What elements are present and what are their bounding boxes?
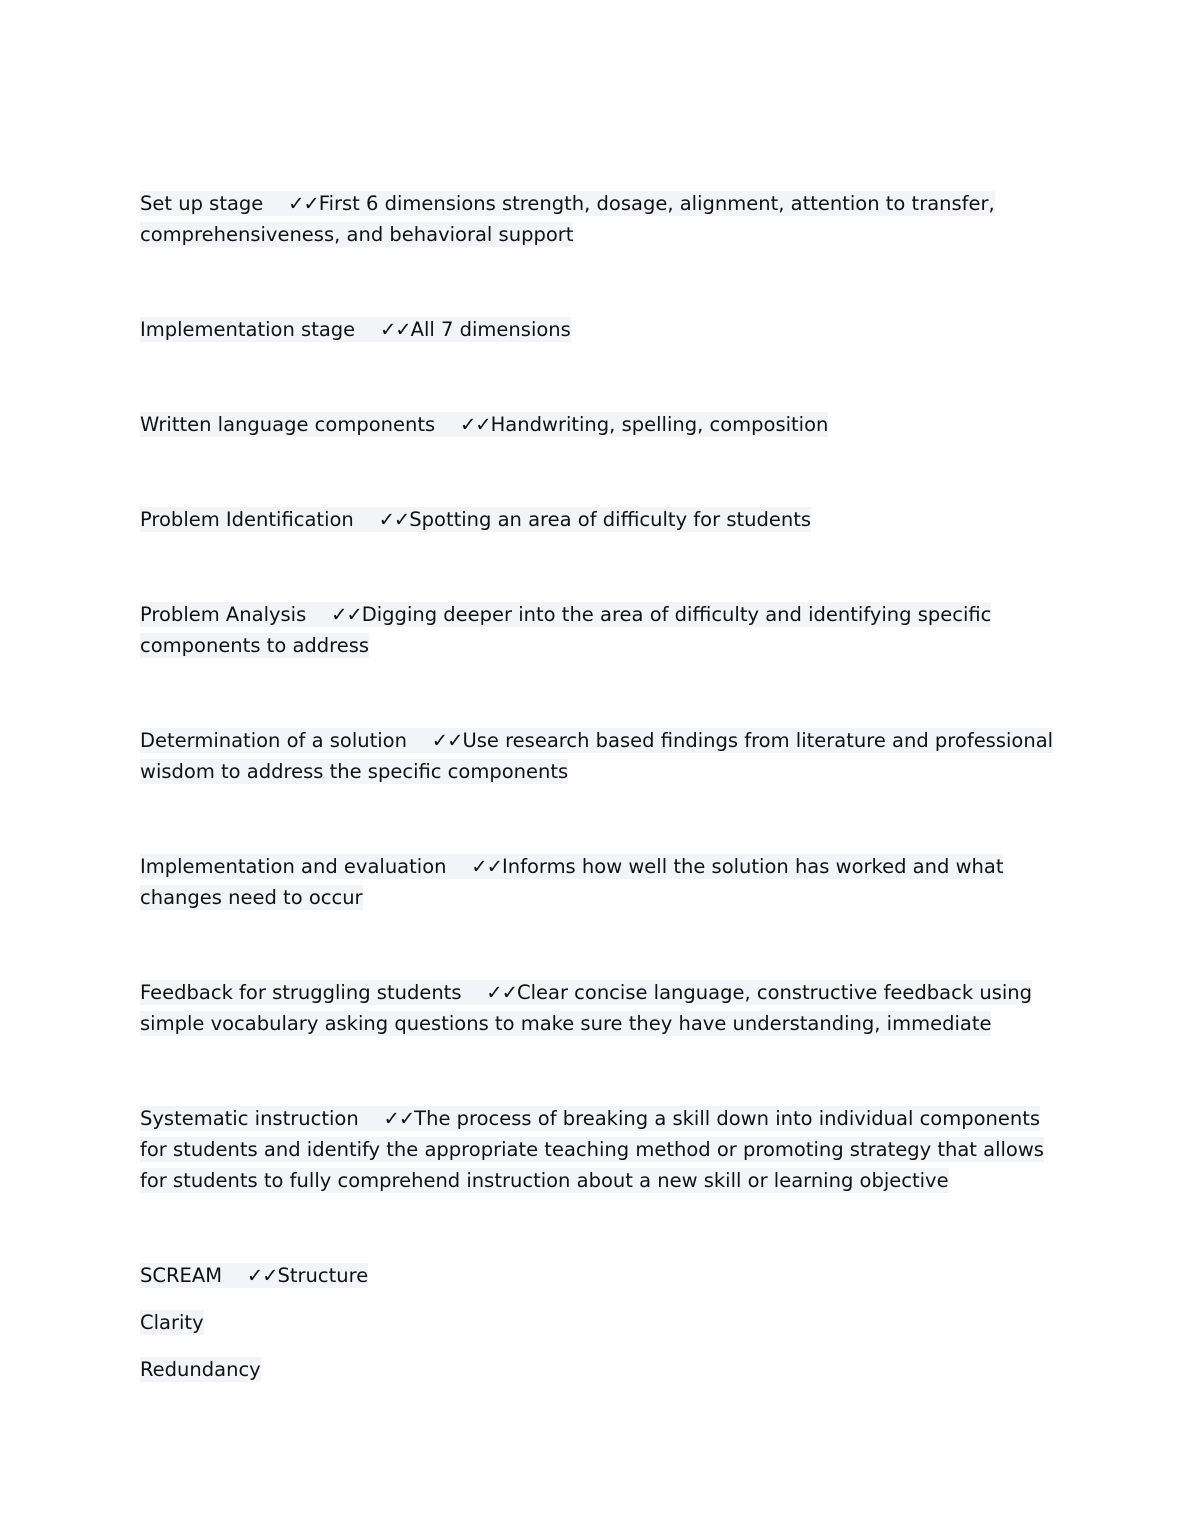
double-check-icon: ✓✓: [378, 508, 410, 531]
flashcard-entry: [140, 725, 1060, 787]
double-check-icon: ✓✓: [486, 981, 517, 1004]
definition-text: Clear concise language, constructive feedback using simple vocabulary asking questions to make sure they have understanding, immediate: [140, 981, 1033, 1035]
definition-text: All 7 dimensions: [410, 318, 571, 341]
flashcard-entry: [140, 1260, 1060, 1291]
term-text: Feedback for struggling students: [140, 981, 462, 1004]
term-text: Problem Identification: [140, 508, 354, 531]
definition-text: Spotting an area of difficulty for students: [409, 508, 812, 531]
definition-text: The process of breaking a skill down into individual components for students and identify the appropriate teaching method or promoting strategy that allows for students to fully comprehend instruction about a new skill or learning objective: [140, 1107, 1044, 1192]
continuation-line: [140, 1354, 1060, 1385]
double-check-icon: ✓✓: [246, 1264, 278, 1287]
double-check-icon: ✓✓: [431, 729, 463, 752]
flashcard-entry: [140, 504, 1060, 535]
flashcard-entry: [140, 1103, 1060, 1196]
double-check-icon: ✓✓: [459, 413, 491, 436]
term-text: Written language components: [140, 413, 436, 436]
definition-text: Handwriting, spelling, composition: [490, 413, 829, 436]
definition-text: Digging deeper into the area of difficulty and identifying specific components to address: [140, 603, 992, 657]
definition-text: Use research based findings from literature and professional wisdom to address the specific components: [140, 729, 1054, 783]
flashcard-entry: [140, 599, 1060, 661]
term-text: Problem Analysis: [140, 603, 307, 626]
flashcard-entry: [140, 977, 1060, 1039]
double-check-icon: ✓✓: [331, 603, 362, 626]
flashcard-entry: [140, 314, 1060, 345]
double-check-icon: ✓✓: [383, 1107, 415, 1130]
continuation-text: Redundancy: [140, 1358, 261, 1381]
term-text: Determination of a solution: [140, 729, 407, 752]
continuation-line: [140, 1307, 1060, 1338]
definition-text: Structure: [277, 1264, 369, 1287]
definition-text: First 6 dimensions strength, dosage, alignment, attention to transfer, comprehensiveness, and behavioral support: [140, 192, 995, 246]
term-text: Systematic instruction: [140, 1107, 359, 1130]
term-text: Set up stage: [140, 192, 264, 215]
double-check-icon: ✓✓: [288, 192, 319, 215]
double-check-icon: ✓✓: [379, 318, 411, 341]
document-page: [140, 188, 1060, 1401]
term-text: SCREAM: [140, 1264, 223, 1287]
term-text: Implementation and evaluation: [140, 855, 447, 878]
continuation-text: Clarity: [140, 1311, 204, 1334]
definition-text: Informs how well the solution has worked and what changes need to occur: [140, 855, 1004, 909]
flashcard-entry: [140, 851, 1060, 913]
double-check-icon: ✓✓: [471, 855, 502, 878]
term-text: Implementation stage: [140, 318, 356, 341]
flashcard-entry: [140, 409, 1060, 440]
flashcard-entry: [140, 188, 1060, 250]
